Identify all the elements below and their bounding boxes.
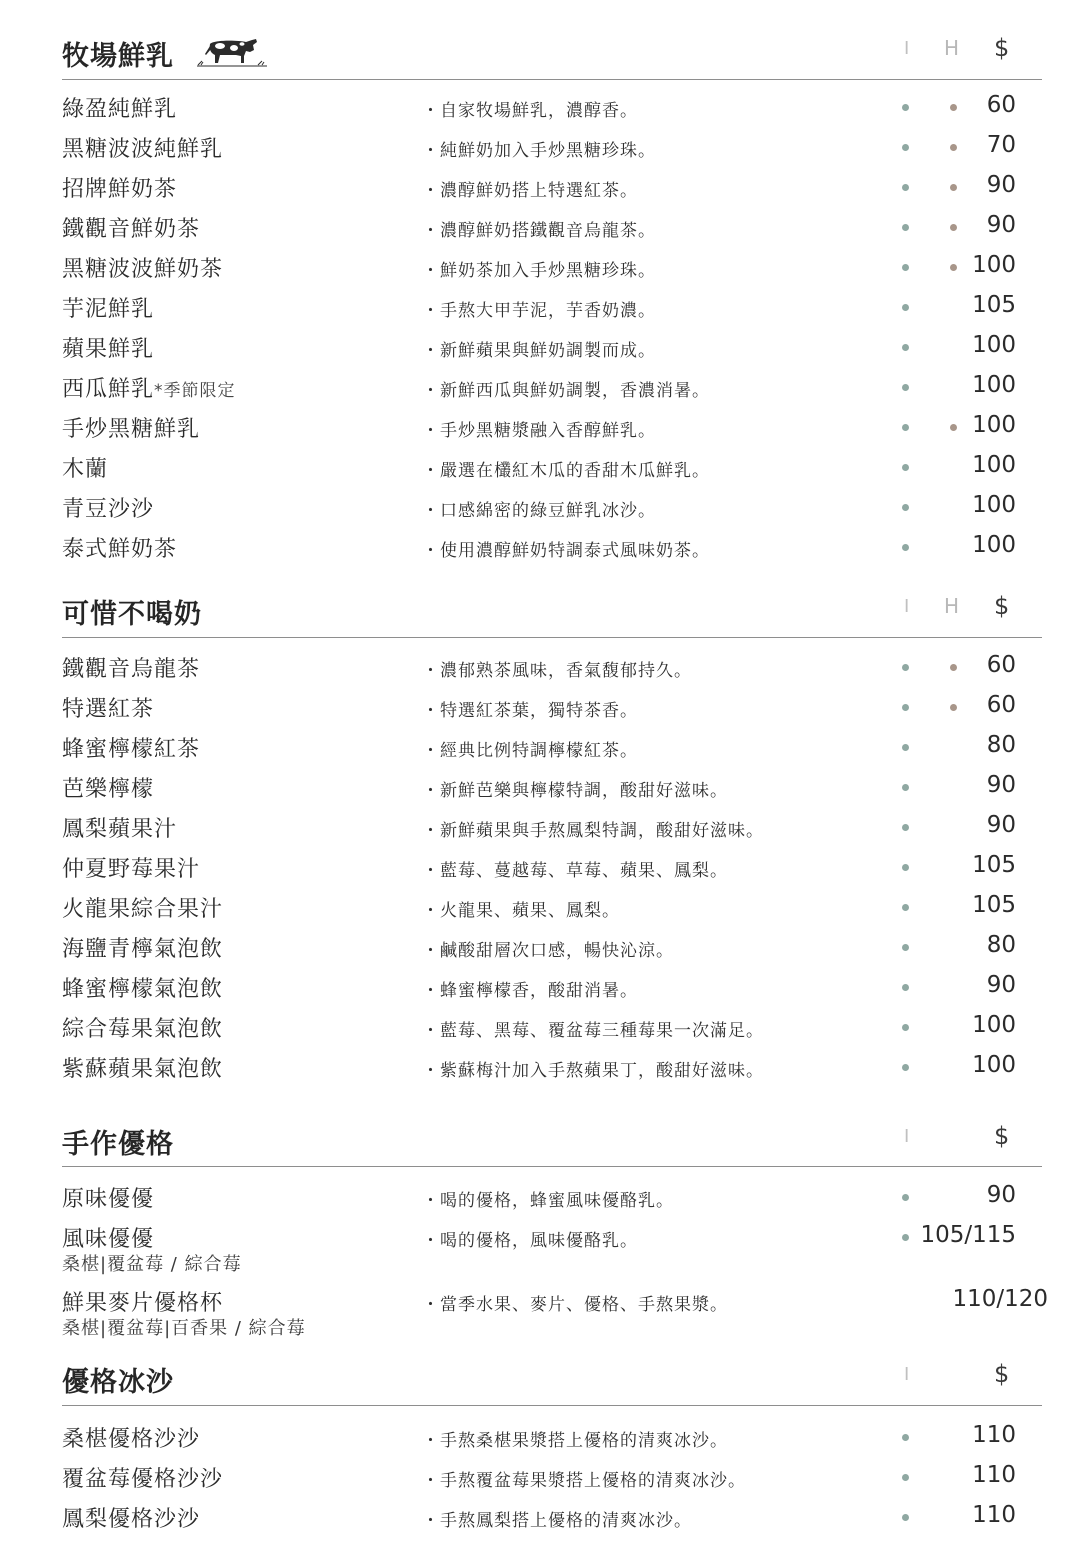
item-name: 芋泥鮮乳 (62, 297, 155, 322)
item-name: 特選紅茶 (62, 697, 155, 722)
item-price: 100 (972, 412, 1016, 438)
section-header (0, 1360, 1080, 1400)
ice-dot (902, 224, 909, 231)
menu-item (0, 972, 1080, 1012)
item-price: 110 (972, 1502, 1016, 1528)
menu-item (0, 652, 1080, 692)
ice-dot (902, 384, 909, 391)
item-name-text: 西瓜鮮乳 (62, 377, 155, 402)
item-desc: ・喝的優格，蜂蜜風味優酪乳。 (422, 1191, 674, 1211)
item-desc: ・紫蘇梅汁加入手熬蘋果丁，酸甜好滋味。 (422, 1061, 764, 1081)
item-price: 100 (972, 452, 1016, 478)
item-price: 105/115 (920, 1222, 1016, 1248)
hot-dot (950, 184, 957, 191)
item-name: 火龍果綜合果汁 (62, 897, 224, 922)
section-no-milk (0, 592, 1080, 1082)
ice-dot (902, 344, 909, 351)
item-desc: ・手炒黑糖漿融入香醇鮮乳。 (422, 421, 656, 441)
item-name: 紫蘇蘋果氣泡飲 (62, 1057, 224, 1082)
section-yogurt-smoothie (0, 1360, 1080, 1532)
ice-dot (902, 904, 909, 911)
item-price: 90 (986, 812, 1016, 838)
ice-dot (902, 664, 909, 671)
ice-dot (902, 784, 909, 791)
menu-item (0, 532, 1080, 572)
col-ice-header: I (904, 596, 910, 617)
ice-dot (902, 744, 909, 751)
item-price: 100 (972, 372, 1016, 398)
flavor-options: 桑椹|覆盆莓|百香果 / 綜合莓 (62, 1318, 306, 1339)
col-hot-header: H (944, 36, 960, 60)
menu-item (0, 172, 1080, 212)
section-divider (62, 637, 1042, 638)
menu-item (0, 1422, 1080, 1462)
section-header (0, 1122, 1080, 1162)
item-name: 蜂蜜檸檬紅茶 (62, 737, 201, 762)
item-name (62, 372, 236, 403)
hot-dot (950, 104, 957, 111)
ice-dot (902, 424, 909, 431)
item-price: 60 (986, 692, 1016, 718)
item-desc: ・火龍果、蘋果、鳳梨。 (422, 901, 620, 921)
item-desc: ・經典比例特調檸檬紅茶。 (422, 741, 638, 761)
item-name: 招牌鮮奶茶 (62, 177, 178, 202)
menu-item (0, 292, 1080, 332)
item-desc: ・新鮮蘋果與手熬鳳梨特調，酸甜好滋味。 (422, 821, 764, 841)
item-name: 鐵觀音烏龍茶 (62, 657, 201, 682)
hot-dot (950, 664, 957, 671)
item-desc: ・濃醇鮮奶搭上特選紅茶。 (422, 181, 638, 201)
ice-dot (902, 144, 909, 151)
col-ice-header: I (904, 1364, 910, 1385)
menu-item (0, 892, 1080, 932)
item-name: 綠盈純鮮乳 (62, 97, 178, 122)
item-price: 110/120 (952, 1286, 1048, 1312)
item-name: 鳳梨蘋果汁 (62, 817, 178, 842)
ice-dot (902, 1194, 909, 1201)
section-title: 優格冰沙 (62, 1367, 174, 1398)
item-desc: ・手熬大甲芋泥，芋香奶濃。 (422, 301, 656, 321)
item-price: 100 (972, 1012, 1016, 1038)
flavor-options: 桑椹|覆盆莓 / 綜合莓 (62, 1254, 242, 1275)
item-name: 蜂蜜檸檬氣泡飲 (62, 977, 224, 1002)
ice-dot (902, 304, 909, 311)
item-desc: ・口感綿密的綠豆鮮乳冰沙。 (422, 501, 656, 521)
ice-dot (902, 704, 909, 711)
menu-item (0, 1182, 1080, 1222)
menu-item (0, 692, 1080, 732)
item-desc: ・純鮮奶加入手炒黑糖珍珠。 (422, 141, 656, 161)
item-desc: ・藍莓、蔓越莓、草莓、蘋果、鳳梨。 (422, 861, 728, 881)
item-desc: ・當季水果、麥片、優格、手熬果漿。 (422, 1295, 728, 1315)
item-name: 手炒黑糖鮮乳 (62, 417, 201, 442)
menu-item (0, 132, 1080, 172)
menu-item (0, 492, 1080, 532)
item-price: 80 (986, 932, 1016, 958)
ice-dot (902, 1474, 909, 1481)
hot-dot (950, 424, 957, 431)
item-desc: ・使用濃醇鮮奶特調泰式風味奶茶。 (422, 541, 710, 561)
item-desc: ・鹹酸甜層次口感，暢快沁涼。 (422, 941, 674, 961)
item-name: 黑糖波波鮮奶茶 (62, 257, 224, 282)
item-price: 100 (972, 492, 1016, 518)
ice-dot (902, 944, 909, 951)
item-price: 110 (972, 1462, 1016, 1488)
item-desc: ・新鮮芭樂與檸檬特調，酸甜好滋味。 (422, 781, 728, 801)
section-header (0, 592, 1080, 632)
item-desc: ・喝的優格，風味優酪乳。 (422, 1231, 638, 1251)
menu-item (0, 1052, 1080, 1092)
ice-dot (902, 1024, 909, 1031)
menu-item (0, 212, 1080, 252)
section-title: 可惜不喝奶 (62, 599, 202, 630)
item-price: 100 (972, 1052, 1016, 1078)
item-name: 泰式鮮奶茶 (62, 537, 178, 562)
item-name: 鐵觀音鮮奶茶 (62, 217, 201, 242)
hot-dot (950, 144, 957, 151)
item-name: 風味優優 (62, 1227, 155, 1252)
section-divider (62, 1166, 1042, 1167)
item-price: 100 (972, 252, 1016, 278)
menu-item (0, 452, 1080, 492)
col-price-header: $ (994, 1360, 1010, 1388)
item-name: 綜合莓果氣泡飲 (62, 1017, 224, 1042)
menu-item (0, 1502, 1080, 1542)
ice-dot (902, 464, 909, 471)
ice-dot (902, 264, 909, 271)
menu-item (0, 412, 1080, 452)
section-divider (62, 79, 1042, 80)
col-price-header: $ (994, 1122, 1010, 1150)
menu-item (0, 732, 1080, 772)
item-price: 60 (986, 652, 1016, 678)
section-title: 手作優格 (62, 1129, 174, 1160)
menu-item (0, 92, 1080, 132)
menu-item (0, 772, 1080, 812)
menu-item (0, 1286, 1080, 1346)
item-name: 桑椹優格沙沙 (62, 1427, 201, 1452)
item-desc: ・鮮奶茶加入手炒黑糖珍珠。 (422, 261, 656, 281)
hot-dot (950, 224, 957, 231)
ice-dot (902, 984, 909, 991)
item-name: 芭樂檸檬 (62, 777, 155, 802)
item-desc: ・特選紅茶葉，獨特茶香。 (422, 701, 638, 721)
hot-dot (950, 264, 957, 271)
item-name: 原味優優 (62, 1187, 155, 1212)
item-name: 仲夏野莓果汁 (62, 857, 201, 882)
seasonal-note: *季節限定 (154, 381, 236, 401)
col-ice-header: I (904, 1126, 910, 1147)
item-price: 90 (986, 172, 1016, 198)
menu-item (0, 1462, 1080, 1502)
item-desc: ・新鮮蘋果與鮮奶調製而成。 (422, 341, 656, 361)
section-yogurt (0, 1122, 1080, 1339)
item-price: 90 (986, 1182, 1016, 1208)
item-name: 鮮果麥片優格杯 (62, 1291, 224, 1316)
item-name: 覆盆莓優格沙沙 (62, 1467, 224, 1492)
item-name: 黑糖波波純鮮乳 (62, 137, 224, 162)
section-divider (62, 1405, 1042, 1406)
item-name: 海鹽青檸氣泡飲 (62, 937, 224, 962)
ice-dot (902, 824, 909, 831)
item-price: 105 (972, 852, 1016, 878)
ice-dot (902, 504, 909, 511)
ice-dot (902, 104, 909, 111)
menu-item (0, 1222, 1080, 1282)
item-desc: ・嚴選在欉紅木瓜的香甜木瓜鮮乳。 (422, 461, 710, 481)
item-desc: ・新鮮西瓜與鮮奶調製，香濃消暑。 (422, 381, 710, 401)
item-price: 90 (986, 212, 1016, 238)
menu-item (0, 932, 1080, 972)
item-name: 木蘭 (62, 457, 109, 482)
item-price: 100 (972, 332, 1016, 358)
menu-item (0, 812, 1080, 852)
item-price: 80 (986, 732, 1016, 758)
col-price-header: $ (994, 592, 1010, 620)
cow-icon (196, 36, 268, 68)
hot-dot (950, 704, 957, 711)
item-desc: ・濃醇鮮奶搭鐵觀音烏龍茶。 (422, 221, 656, 241)
menu-item (0, 252, 1080, 292)
item-name: 青豆沙沙 (62, 497, 155, 522)
item-price: 105 (972, 892, 1016, 918)
section-header (0, 34, 1080, 74)
ice-dot (902, 544, 909, 551)
item-desc: ・手熬桑椹果漿搭上優格的清爽冰沙。 (422, 1431, 728, 1451)
ice-dot (902, 1434, 909, 1441)
item-name: 蘋果鮮乳 (62, 337, 155, 362)
item-desc: ・手熬覆盆莓果漿搭上優格的清爽冰沙。 (422, 1471, 746, 1491)
col-hot-header: H (944, 594, 960, 618)
menu-item (0, 332, 1080, 372)
item-desc: ・蜂蜜檸檬香，酸甜消暑。 (422, 981, 638, 1001)
ice-dot (902, 1064, 909, 1071)
col-ice-header: I (904, 38, 910, 59)
menu-item (0, 1012, 1080, 1052)
ice-dot (902, 1514, 909, 1521)
item-name: 鳳梨優格沙沙 (62, 1507, 201, 1532)
menu-item (0, 852, 1080, 892)
col-price-header: $ (994, 34, 1010, 62)
ice-dot (902, 184, 909, 191)
item-price: 70 (986, 132, 1016, 158)
item-desc: ・藍莓、黑莓、覆盆莓三種莓果一次滿足。 (422, 1021, 764, 1041)
ice-dot (902, 864, 909, 871)
item-price: 90 (986, 772, 1016, 798)
item-desc: ・自家牧場鮮乳，濃醇香。 (422, 101, 638, 121)
section-title: 牧場鮮乳 (62, 41, 174, 72)
ice-dot (902, 1234, 909, 1241)
item-price: 90 (986, 972, 1016, 998)
item-desc: ・濃郁熟茶風味，香氣馥郁持久。 (422, 661, 692, 681)
item-price: 105 (972, 292, 1016, 318)
item-desc: ・手熬鳳梨搭上優格的清爽冰沙。 (422, 1511, 692, 1531)
item-price: 60 (986, 92, 1016, 118)
item-price: 100 (972, 532, 1016, 558)
item-price: 110 (972, 1422, 1016, 1448)
menu-item (0, 372, 1080, 412)
section-fresh-milk (0, 34, 1080, 562)
